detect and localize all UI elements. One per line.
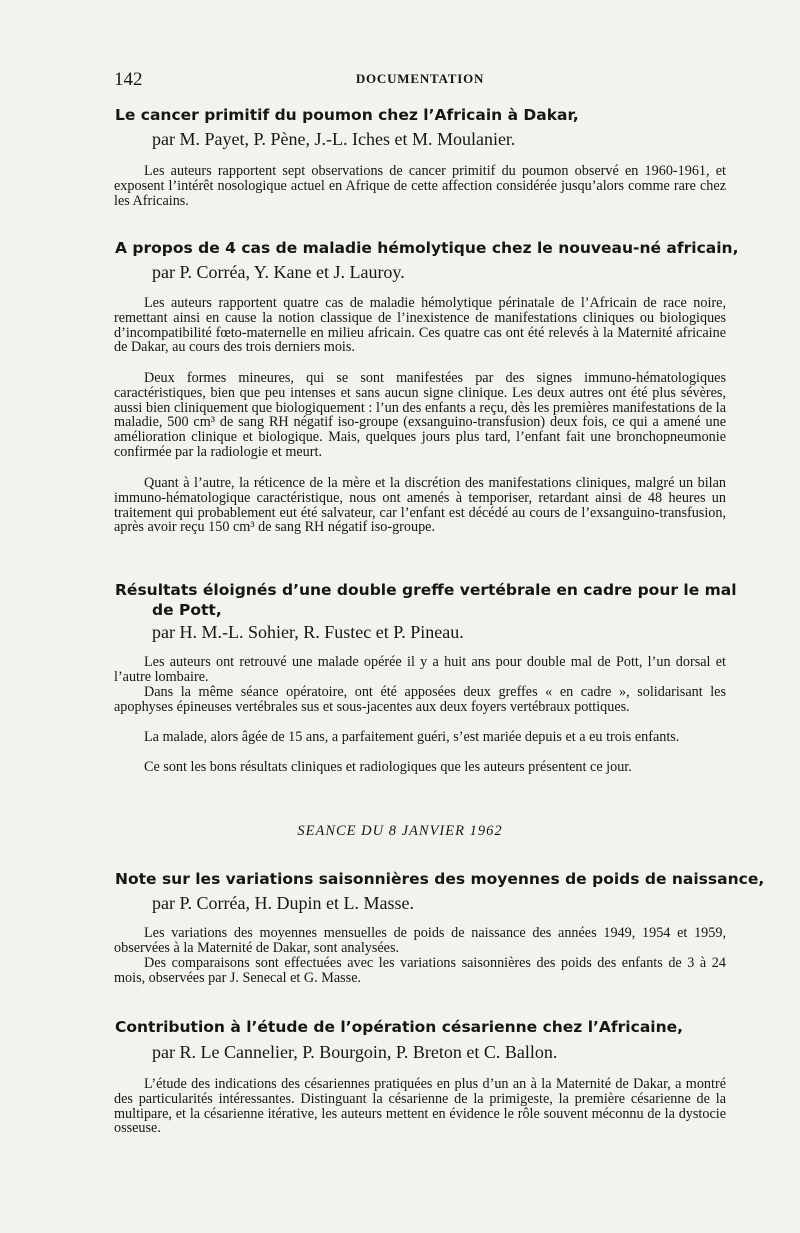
article-1-paragraph-1: Les auteurs rapportent sept observations de cancer primitif du poumon observé en 1960-1961, et exposent l’intérêt nosologique actuel en Afrique de cette affection considérée jusqu’alors comme rare chez les Africains. [114, 163, 726, 209]
article-authors-4: par P. Corréa, H. Dupin et L. Masse. [152, 893, 414, 913]
article-3-paragraph-1: Les auteurs ont retrouvé une malade opérée il y a huit ans pour double mal de Pott, l’un dorsal et l’autre lombaire. [114, 654, 726, 685]
article-authors-5: par R. Le Cannelier, P. Bourgoin, P. Breton et C. Ballon. [152, 1042, 558, 1062]
article-title-3: Résultats éloignés d’une double greffe vertébrale en cadre pour le mal [115, 581, 737, 599]
session-heading: SEANCE DU 8 JANVIER 1962 [297, 823, 503, 839]
article-authors-3: par H. M.-L. Sohier, R. Fustec et P. Pineau. [152, 622, 464, 642]
page-number: 142 [114, 69, 143, 90]
running-title: DOCUMENTATION [355, 71, 485, 86]
article-authors-1: par M. Payet, P. Pène, J.-L. Iches et M. Moulanier. [152, 129, 516, 149]
article-3-paragraph-3: La malade, alors âgée de 15 ans, a parfaitement guéri, s’est mariée depuis et a eu trois enfants. [144, 729, 680, 745]
article-2-paragraph-2: Deux formes mineures, qui se sont manifestées par des signes immuno-hématologiques caractéristiques, bien que peu intenses et sans aucun signe clinique. Les deux autres ont été plus sévères, aussi bien cliniquement que biologiquement : l’un des enfants a reçu, dès les premières manifestations de la maladie, 500 cm³ de sang RH négatif iso-groupe (exsanguino-transfusion) deux fois, ce qui a amené une amélioration clinique et biologique. Mais, quelques jours plus tard, l’enfant fait une bronchopneumonie confirmée par la radiologie et meurt. [114, 370, 726, 460]
article-2-paragraph-1: Les auteurs rapportent quatre cas de maladie hémolytique périnatale de l’Africain de race noire, remettant ainsi en cause la notion classique de l’inexistence de manifestations cliniques ou biologiques d’incompatibilité fœto-maternelle en milieu africain. Ces quatre cas ont été relevés à la Maternité africaine de Dakar, au cours des trois derniers mois. [114, 295, 726, 356]
article-2-paragraph-3: Quant à l’autre, la réticence de la mère et la discrétion des manifestations cliniques, malgré un bilan immuno-hématologique caractéristique, nous ont amenés à temporiser, retardant ainsi de 48 heures un traitement qui probablement eut été salvateur, car l’enfant est décédé au cours de l’exsanguino-transfusion, après avoir reçu 150 cm³ de sang RH négatif iso-groupe. [114, 475, 726, 536]
article-4-paragraph-2: Des comparaisons sont effectuées avec les variations saisonnières des poids des enfants de 3 à 24 mois, observées par J. Senecal et G. Masse. [114, 955, 726, 986]
article-title-3-continued: de Pott, [152, 601, 222, 619]
article-3-paragraph-2: Dans la même séance opératoire, ont été apposées deux greffes « en cadre », solidarisant les apophyses épineuses vertébrales sus et sous-jacentes aux deux foyers vertébraux pottiques. [114, 684, 726, 715]
article-authors-2: par P. Corréa, Y. Kane et J. Lauroy. [152, 262, 405, 282]
article-title-4: Note sur les variations saisonnières des moyennes de poids de naissance, [115, 870, 765, 888]
article-4-paragraph-1: Les variations des moyennes mensuelles de poids de naissance des années 1949, 1954 et 1959, observées à la Maternité de Dakar, sont analysées. [114, 925, 726, 956]
article-title-1: Le cancer primitif du poumon chez l’Africain à Dakar, [115, 106, 579, 124]
running-head [114, 68, 726, 92]
article-5-paragraph-1: L’étude des indications des césariennes pratiquées en plus d’un an à la Maternité de Dakar, a montré des particularités intéressantes. Distinguant la césarienne de la primigeste, la première césarienne de la multipare, et la césarienne itérative, les auteurs mettent en évidence le rôle souvent méconnu de la dystocie osseuse. [114, 1076, 726, 1137]
article-title-2: A propos de 4 cas de maladie hémolytique chez le nouveau-né africain, [115, 239, 739, 257]
article-title-5: Contribution à l’étude de l’opération césarienne chez l’Africaine, [115, 1018, 684, 1036]
article-3-paragraph-4: Ce sont les bons résultats cliniques et radiologiques que les auteurs présentent ce jour. [144, 759, 632, 775]
